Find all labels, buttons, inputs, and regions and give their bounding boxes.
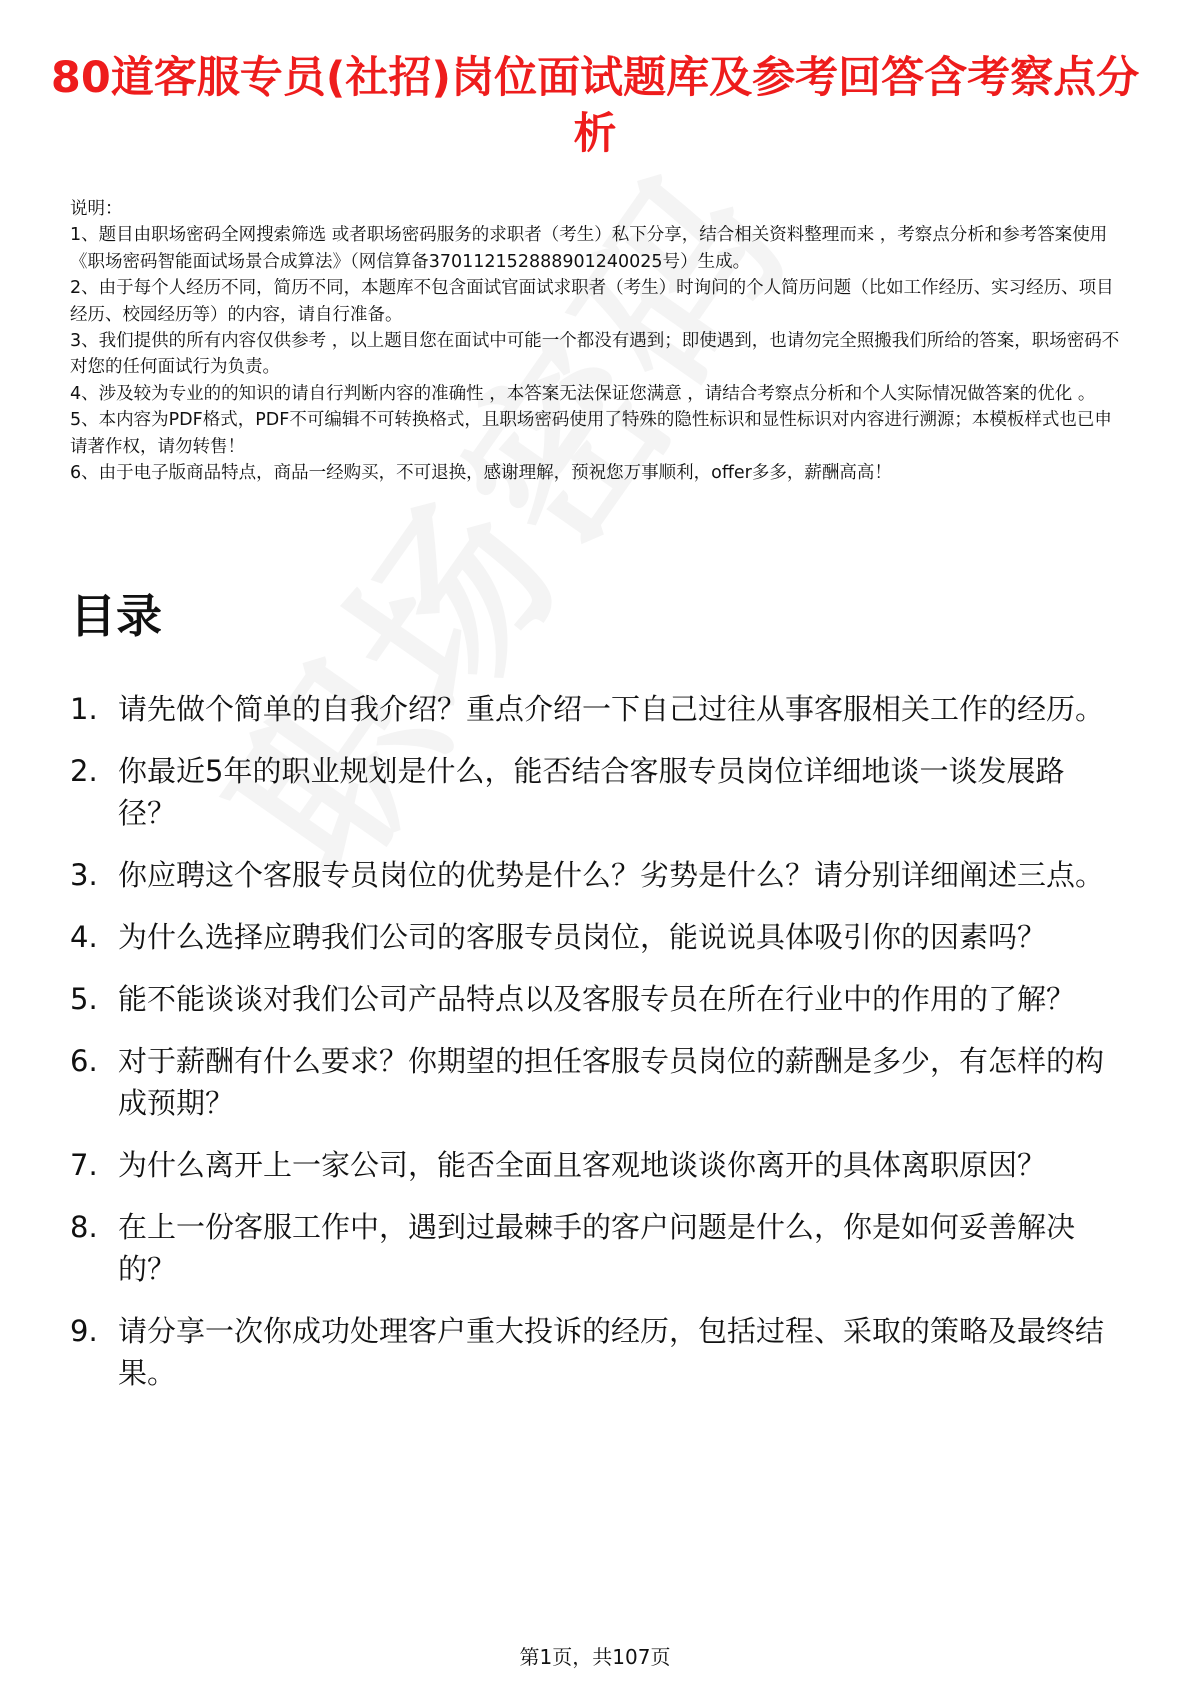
question-number: 6. (70, 1044, 98, 1078)
question-text: 在上一份客服工作中，遇到过最棘手的客户问题是什么，你是如何妥善解决的？ (118, 1210, 1076, 1286)
question-item[interactable] (70, 854, 1130, 896)
question-number: 9. (70, 1314, 98, 1348)
question-item[interactable] (70, 1040, 1130, 1124)
note-item: 6、由于电子版商品特点，商品一经购买，不可退换，感谢理解，预祝您万事顺利，offer多多，薪酬高高！ (70, 463, 892, 484)
document-title: 80道客服专员(社招)岗位面试题库及参考回答含考察点分析 (50, 53, 1140, 159)
question-number: 8. (70, 1210, 98, 1244)
question-text: 为什么离开上一家公司，能否全面且客观地谈谈你离开的具体离职原因？ (118, 1148, 1047, 1182)
question-text: 对于薪酬有什么要求？你期望的担任客服专员岗位的薪酬是多少，有怎样的构成预期？ (118, 1044, 1105, 1120)
question-item[interactable] (70, 916, 1130, 958)
note-item: 5、本内容为PDF格式，PDF不可编辑不可转换格式，且职场密码使用了特殊的隐性标识和显性标识对内容进行溯源；本模板样式也已申请著作权，请勿转售！ (70, 410, 1112, 457)
page-footer: 第1页，共107页 (519, 1645, 671, 1669)
question-text: 你最近5年的职业规划是什么，能否结合客服专员岗位详细地谈一谈发展路径？ (118, 754, 1065, 830)
question-text: 能不能谈谈对我们公司产品特点以及客服专员在所在行业中的作用的了解？ (118, 982, 1076, 1016)
question-item[interactable] (70, 978, 1130, 1020)
question-item[interactable] (70, 1310, 1130, 1394)
question-text: 请分享一次你成功处理客户重大投诉的经历，包括过程、采取的策略及最终结果。 (118, 1314, 1105, 1390)
toc-heading: 目录 (70, 589, 162, 643)
question-item[interactable] (70, 1206, 1130, 1290)
question-item[interactable] (70, 688, 1130, 730)
note-item: 3、我们提供的所有内容仅供参考 ，以上题目您在面试中可能一个都没有遇到；即使遇到，也请勿完全照搬我们所给的答案，职场密码不对您的任何面试行为负责。 (70, 331, 1120, 378)
note-item: 4、涉及较为专业的的知识的请自行判断内容的准确性 ，本答案无法保证您满意 ，请结合考察点分析和个人实际情况做答案的优化 。 (70, 383, 1096, 404)
question-item[interactable] (70, 1144, 1130, 1186)
question-number: 2. (70, 754, 98, 788)
question-text: 为什么选择应聘我们公司的客服专员岗位，能说说具体吸引你的因素吗？ (118, 920, 1047, 954)
note-item: 2、由于每个人经历不同，简历不同，本题库不包含面试官面试求职者（考生）时询问的个人简历问题（比如工作经历、实习经历、项目经历、校园经历等）的内容，请自行准备。 (70, 278, 1114, 325)
question-number: 4. (70, 920, 98, 954)
question-text: 请先做个简单的自我介绍？重点介绍一下自己过往从事客服相关工作的经历。 (118, 692, 1105, 726)
question-number: 7. (70, 1148, 98, 1182)
question-item[interactable] (70, 750, 1130, 834)
question-number: 5. (70, 982, 98, 1016)
question-text: 你应聘这个客服专员岗位的优势是什么？劣势是什么？请分别详细阐述三点。 (118, 858, 1105, 892)
notes-section (70, 196, 1120, 486)
note-item: 1、题目由职场密码全网搜索筛选 或者职场密码服务的求职者（考生）私下分享，结合相关资料整理而来 ，考察点分析和参考答案使用《职场密码智能面试场景合成算法》（网信算备370112152888901240025号）生成。 (70, 225, 1108, 272)
question-list (70, 688, 1130, 1414)
question-number: 1. (70, 692, 98, 726)
question-number: 3. (70, 858, 98, 892)
notes-heading: 说明： (70, 199, 123, 219)
